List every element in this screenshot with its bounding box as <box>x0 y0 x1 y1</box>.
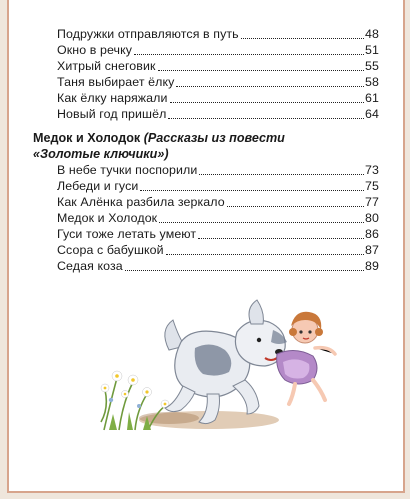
toc-entry-title: Лебеди и гуси <box>57 179 139 193</box>
toc-entry-title: Седая коза <box>57 259 123 273</box>
toc-entry-title: В небе тучки поспорили <box>57 163 198 177</box>
toc-entry-title: Как Алёнка разбила зеркало <box>57 195 225 209</box>
toc-leader-dots <box>241 38 364 39</box>
toc-entry-page: 58 <box>365 75 379 89</box>
toc-entry-page: 64 <box>365 107 379 121</box>
toc-entry <box>57 26 379 42</box>
toc-leader-dots <box>176 86 364 87</box>
toc-entry <box>57 242 379 258</box>
toc-leader-dots <box>159 222 364 223</box>
toc-entry-title: Медок и Холодок <box>57 211 158 225</box>
toc-leader-dots <box>198 238 364 239</box>
section-subtitle-line1: (Рассказы из повести <box>143 131 285 145</box>
toc-entry <box>57 162 379 178</box>
section-subtitle-line2: «Золотые ключики») <box>33 147 169 161</box>
toc-leader-dots <box>134 54 364 55</box>
toc-entry <box>57 226 379 242</box>
toc-entry-title: Новый год пришёл <box>57 107 167 121</box>
toc-entry-title: Окно в речку <box>57 43 133 57</box>
toc-entry <box>57 178 379 194</box>
toc-entry-page: 51 <box>365 43 379 57</box>
toc-entry-title: Ссора с бабушкой <box>57 243 164 257</box>
toc-entry-title: Подружки отправляются в путь <box>57 27 239 41</box>
toc-entry-page: 86 <box>365 227 379 241</box>
toc-entry-page: 75 <box>365 179 379 193</box>
toc-leader-dots <box>168 118 364 119</box>
toc-leader-dots <box>158 70 365 71</box>
toc-entry <box>57 106 379 122</box>
toc-entry-title: Гуси тоже летать умеют <box>57 227 197 241</box>
toc-entry <box>57 42 379 58</box>
toc-entry <box>57 90 379 106</box>
toc-entry-page: 48 <box>365 27 379 41</box>
toc-entry-title: Таня выбирает ёлку <box>57 75 175 89</box>
book-page <box>7 0 405 493</box>
section-heading <box>33 130 383 146</box>
toc-entry-page: 55 <box>365 59 379 73</box>
toc-leader-dots <box>199 174 364 175</box>
toc-leader-dots <box>140 190 364 191</box>
toc-entry <box>57 58 379 74</box>
toc-entry <box>57 194 379 210</box>
toc-entry <box>57 74 379 90</box>
toc-entry-title: Как ёлку наряжали <box>57 91 168 105</box>
toc-entry <box>57 210 379 226</box>
dog-and-doll-illustration <box>99 290 339 440</box>
toc-entry-page: 89 <box>365 259 379 273</box>
toc-entry <box>57 258 379 274</box>
toc-leader-dots <box>125 270 364 271</box>
toc-entry-page: 61 <box>365 91 379 105</box>
toc-leader-dots <box>227 206 364 207</box>
doll <box>277 312 335 404</box>
toc-entry-page: 73 <box>365 163 379 177</box>
toc-entry-page: 87 <box>365 243 379 257</box>
fluffy-dog <box>165 300 287 424</box>
section-title: Медок и Холодок <box>33 131 141 145</box>
toc-entry-page: 77 <box>365 195 379 209</box>
section-heading-cont <box>33 146 383 162</box>
toc-leader-dots <box>166 254 364 255</box>
toc-entry-title: Хитрый снеговик <box>57 59 156 73</box>
toc-entry-page: 80 <box>365 211 379 225</box>
toc-leader-dots <box>170 102 364 103</box>
